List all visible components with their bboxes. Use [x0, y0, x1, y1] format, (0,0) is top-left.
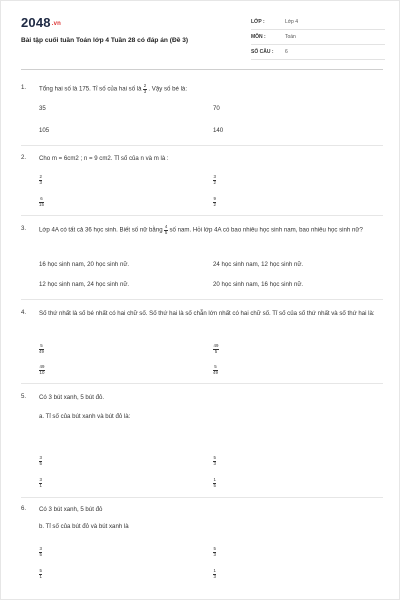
question-divider — [21, 383, 383, 384]
question-text: Có 3 bút xanh, 5 bút đỏ — [39, 506, 103, 513]
question-subtext: b. Tỉ số của bút đỏ và bút xanh là — [39, 523, 129, 530]
option-d[interactable] — [213, 197, 216, 207]
option-a[interactable] — [39, 547, 42, 557]
question-divider — [21, 497, 383, 498]
fraction — [39, 175, 42, 185]
option-b[interactable]: 70 — [213, 105, 220, 112]
numerator: 9 — [213, 196, 216, 201]
meta-key: LỚP : — [251, 19, 265, 25]
fraction — [213, 569, 216, 579]
option-c[interactable]: 105 — [39, 127, 50, 134]
option-b[interactable] — [213, 547, 216, 557]
fraction — [213, 365, 218, 375]
option-b[interactable] — [213, 456, 216, 466]
denominator: 1 — [39, 482, 42, 488]
meta-value: Toán — [285, 34, 296, 40]
fraction — [39, 456, 42, 466]
numerator: 1 — [213, 568, 216, 573]
option-d[interactable]: 20 học sinh nam, 16 học sinh nữ. — [213, 281, 304, 288]
fraction — [213, 478, 216, 488]
denominator: 3 — [213, 551, 216, 557]
fraction — [39, 547, 42, 557]
header-divider — [21, 69, 383, 70]
numerator: 2 — [143, 83, 147, 88]
question-text — [39, 84, 383, 94]
question-divider — [21, 215, 383, 216]
question-text: Số thứ nhất là số bé nhất có hai chữ số. Số thứ hai là số chẵn lớn nhất có hai chữ số. Tỉ số của số thứ nhất và số thứ hai là: — [39, 310, 375, 317]
fraction — [39, 365, 45, 375]
question-text-part: Lớp 4A có tất cả 36 học sinh. Biết số nữ bằng — [39, 226, 163, 234]
question-number: 3. — [21, 225, 27, 232]
page-title: Bài tập cuối tuần Toán lớp 4 Tuần 28 có đáp án (Đề 3) — [21, 37, 189, 44]
question-number: 5. — [21, 393, 27, 400]
denominator: 3 — [143, 88, 147, 94]
denominator: 5 — [39, 460, 42, 466]
option-c[interactable] — [39, 569, 42, 579]
denominator: 49 — [39, 348, 44, 354]
meta-value: Lớp 4 — [285, 19, 299, 25]
option-d[interactable] — [213, 569, 216, 579]
meta-row-class — [251, 15, 385, 30]
fraction — [143, 84, 146, 94]
question-divider — [21, 299, 383, 300]
fraction — [213, 197, 216, 207]
option-b[interactable] — [213, 344, 219, 354]
meta-table — [251, 15, 385, 60]
numerator: 5 — [39, 568, 42, 573]
denominator: 3 — [213, 460, 216, 466]
fraction — [39, 569, 42, 579]
option-a[interactable]: 35 — [39, 105, 46, 112]
denominator: 3 — [39, 179, 42, 185]
numerator: 1 — [213, 477, 216, 482]
option-b[interactable]: 24 học sinh nam, 12 học sinh nữ. — [213, 261, 304, 268]
option-d[interactable]: 140 — [213, 127, 224, 134]
question-text-part: số nam. Hỏi lớp 4A có bao nhiêu học sinh nam, bao nhiêu học sinh nữ? — [169, 226, 363, 234]
meta-value: 6 — [285, 49, 288, 55]
meta-row-subject — [251, 30, 385, 45]
option-d[interactable] — [213, 478, 216, 488]
denominator: 5 — [214, 348, 218, 354]
fraction — [39, 197, 44, 207]
question-number: 1. — [21, 84, 27, 91]
question-1 — [21, 84, 383, 144]
option-b[interactable] — [213, 175, 216, 185]
question-divider — [21, 145, 383, 146]
denominator: 15 — [39, 201, 44, 207]
numerator: 3 — [213, 174, 216, 179]
fraction — [39, 344, 44, 354]
numerator: 5 — [214, 364, 217, 369]
denominator: 5 — [164, 229, 168, 235]
numerator: 2 — [39, 174, 42, 179]
logo-suffix: .vn — [51, 21, 62, 27]
question-text: Có 3 bút xanh, 5 bút đỏ. — [39, 394, 105, 401]
fraction — [213, 344, 219, 354]
numerator: 49 — [39, 364, 45, 369]
fraction — [213, 456, 216, 466]
numerator: 3 — [39, 546, 42, 551]
question-number: 6. — [21, 505, 27, 512]
numerator: 3 — [39, 455, 42, 460]
numerator: 6 — [40, 196, 43, 201]
numerator: 3 — [39, 477, 42, 482]
logo-text: 2048 — [21, 15, 51, 30]
numerator: 5 — [40, 343, 43, 348]
meta-row-count — [251, 45, 385, 60]
fraction — [213, 547, 216, 557]
option-d[interactable] — [213, 365, 218, 375]
denominator: 5 — [39, 551, 42, 557]
meta-key: MÔN : — [251, 34, 266, 40]
header — [21, 15, 383, 63]
question-text-part: . Vậy số bé là: — [148, 85, 188, 93]
question-text: Cho m = 6cm2 ; n = 9 cm2. Tỉ số của n và m là : — [39, 155, 169, 162]
fraction — [164, 225, 167, 235]
numerator: 5 — [213, 455, 216, 460]
denominator: 2 — [213, 179, 216, 185]
denominator: 3 — [213, 573, 216, 579]
option-a[interactable] — [39, 175, 42, 185]
meta-key: SỐ CÂU : — [251, 49, 274, 55]
fraction — [39, 478, 42, 488]
site-logo[interactable] — [21, 15, 61, 30]
option-c[interactable] — [39, 197, 44, 207]
numerator: 4 — [164, 224, 168, 229]
denominator: 2 — [213, 201, 216, 207]
denominator: 1 — [39, 573, 42, 579]
option-a[interactable]: 16 học sinh nam, 20 học sinh nữ. — [39, 261, 130, 268]
question-text-part: Tổng hai số là 175. Tỉ số của hai số là — [39, 85, 142, 93]
numerator: 49 — [213, 343, 219, 348]
question-subtext: a. Tỉ số của bút xanh và bút đỏ là: — [39, 413, 131, 420]
option-c[interactable] — [39, 365, 45, 375]
denominator: 49 — [213, 369, 218, 375]
question-number: 2. — [21, 154, 27, 161]
option-c[interactable]: 12 học sinh nam, 24 học sinh nữ. — [39, 281, 130, 288]
question-text — [39, 225, 383, 235]
denominator: 5 — [213, 482, 216, 488]
numerator: 5 — [213, 546, 216, 551]
question-number: 4. — [21, 309, 27, 316]
option-a[interactable] — [39, 344, 44, 354]
denominator: 10 — [39, 369, 45, 375]
option-c[interactable] — [39, 478, 42, 488]
option-a[interactable] — [39, 456, 42, 466]
fraction — [213, 175, 216, 185]
